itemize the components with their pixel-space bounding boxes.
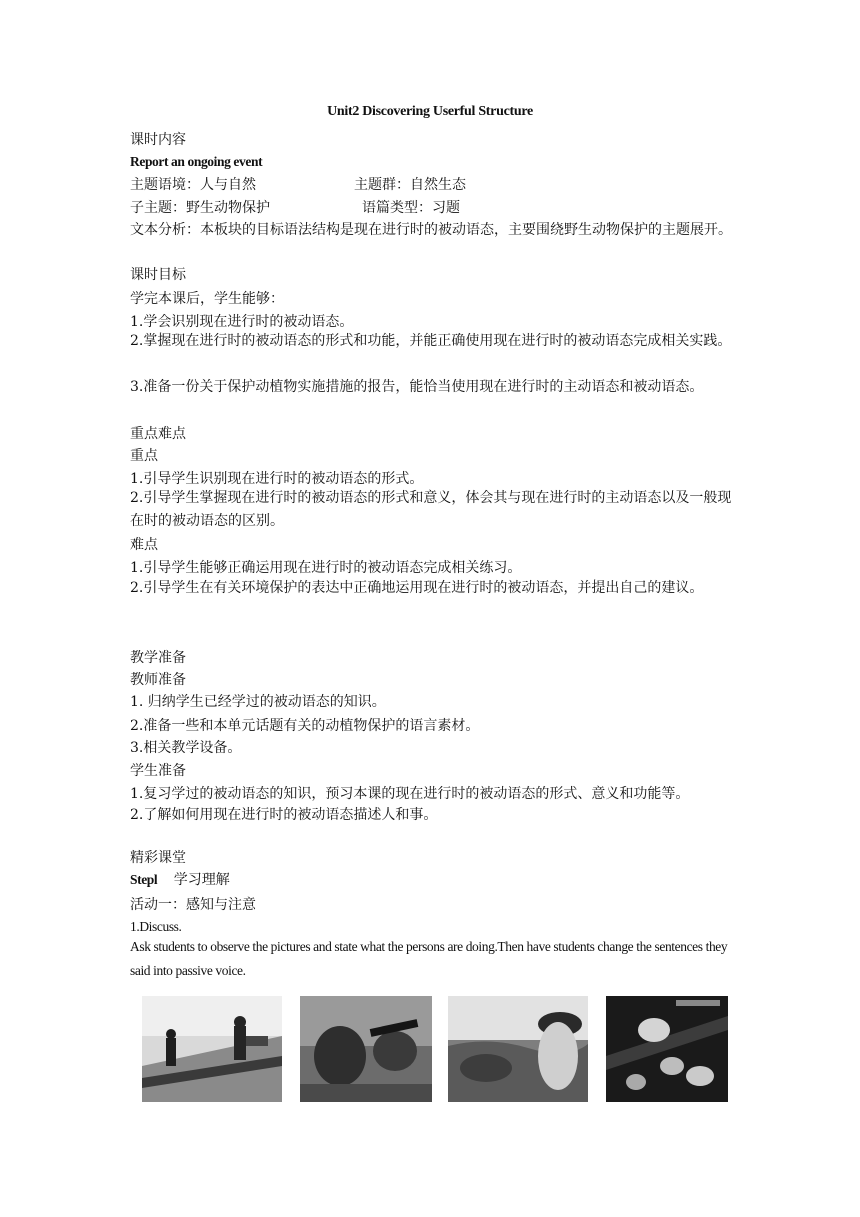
section-heading-classroom: 精彩课堂	[130, 850, 186, 866]
sub-theme: 子主题：野生动物保护	[130, 200, 270, 216]
difficult-point-2: 2.引导学生在有关环境保护的表达中正确地运用现在进行时的被动语态，并提出自己的建议。	[130, 580, 704, 596]
teacher-prep-2: 2.准备一些和本单元话题有关的动植物保护的语言素材。	[130, 718, 480, 734]
subheading-student-prep: 学生准备	[130, 763, 186, 779]
objective-3: 3.准备一份关于保护动植物实施措施的报告，能恰当使用现在进行时的主动语态和被动语态。	[130, 379, 704, 395]
photo-strip	[140, 996, 730, 1102]
text-analysis: 文本分析：本板块的目标语法结构是现在进行时的被动语态，主要围绕野生动物保护的主题展开。	[130, 222, 732, 238]
photo-1	[142, 996, 282, 1102]
task-discuss: 1.Discuss.	[130, 919, 182, 934]
photo-2	[300, 996, 432, 1102]
section-heading-objectives: 课时目标	[130, 267, 186, 283]
teacher-prep-3: 3.相关教学设备。	[130, 740, 242, 756]
objective-1: 1.学会识别现在进行时的被动语态。	[130, 314, 354, 330]
theme-group: 主题群：自然生态	[354, 177, 466, 193]
student-prep-2: 2.了解如何用现在进行时的被动语态描述人和事。	[130, 807, 438, 823]
photo-3	[448, 996, 588, 1102]
section-heading-preparation: 教学准备	[130, 650, 186, 666]
subheading-difficult-points: 难点	[130, 537, 158, 553]
photo-4	[606, 996, 728, 1102]
activity-1-heading: 活动一：感知与注意	[130, 897, 256, 913]
objective-2: 2.掌握现在进行时的被动语态的形式和功能，并能正确使用现在进行时的被动语态完成相关实践。	[130, 333, 732, 349]
subheading-teacher-prep: 教师准备	[130, 672, 186, 688]
task-instructions: Ask students to observe the pictures and state what the persons are doing.Then have students change the sentences they said into passive voice.	[130, 939, 728, 978]
subheading-key-points: 重点	[130, 448, 158, 464]
document-title: Unit2 Discovering Userful Structure	[327, 104, 533, 119]
theme-context	[130, 175, 256, 195]
step-1-title: 学习理解	[173, 872, 230, 888]
theme-context-label: 主题语境：人与自然	[130, 177, 256, 193]
teacher-prep-1: 1. 归纳学生已经学过的被动语态的知识。	[130, 694, 386, 710]
difficult-point-1: 1.引导学生能够正确运用现在进行时的被动语态完成相关练习。	[130, 560, 522, 576]
step-1-heading	[130, 870, 230, 890]
section-heading-key-difficult: 重点难点	[130, 426, 186, 442]
objectives-intro: 学完本课后，学生能够：	[130, 291, 284, 307]
key-point-1: 1.引导学生识别现在进行时的被动语态的形式。	[130, 471, 424, 487]
step-1-label: Stepl	[130, 872, 158, 887]
key-point-2: 2.引导学生掌握现在进行时的被动语态的形式和意义，体会其与现在进行时的主动语态以及一般现在时的被动语态的区别。	[130, 490, 732, 529]
student-prep-1: 1.复习学过的被动语态的知识，预习本课的现在进行时的被动语态的形式、意义和功能等。	[130, 786, 690, 802]
lesson-topic: Report an ongoing event	[130, 154, 263, 169]
section-heading-lesson-content: 课时内容	[130, 132, 186, 148]
text-type: 语篇类型：习题	[362, 200, 460, 216]
